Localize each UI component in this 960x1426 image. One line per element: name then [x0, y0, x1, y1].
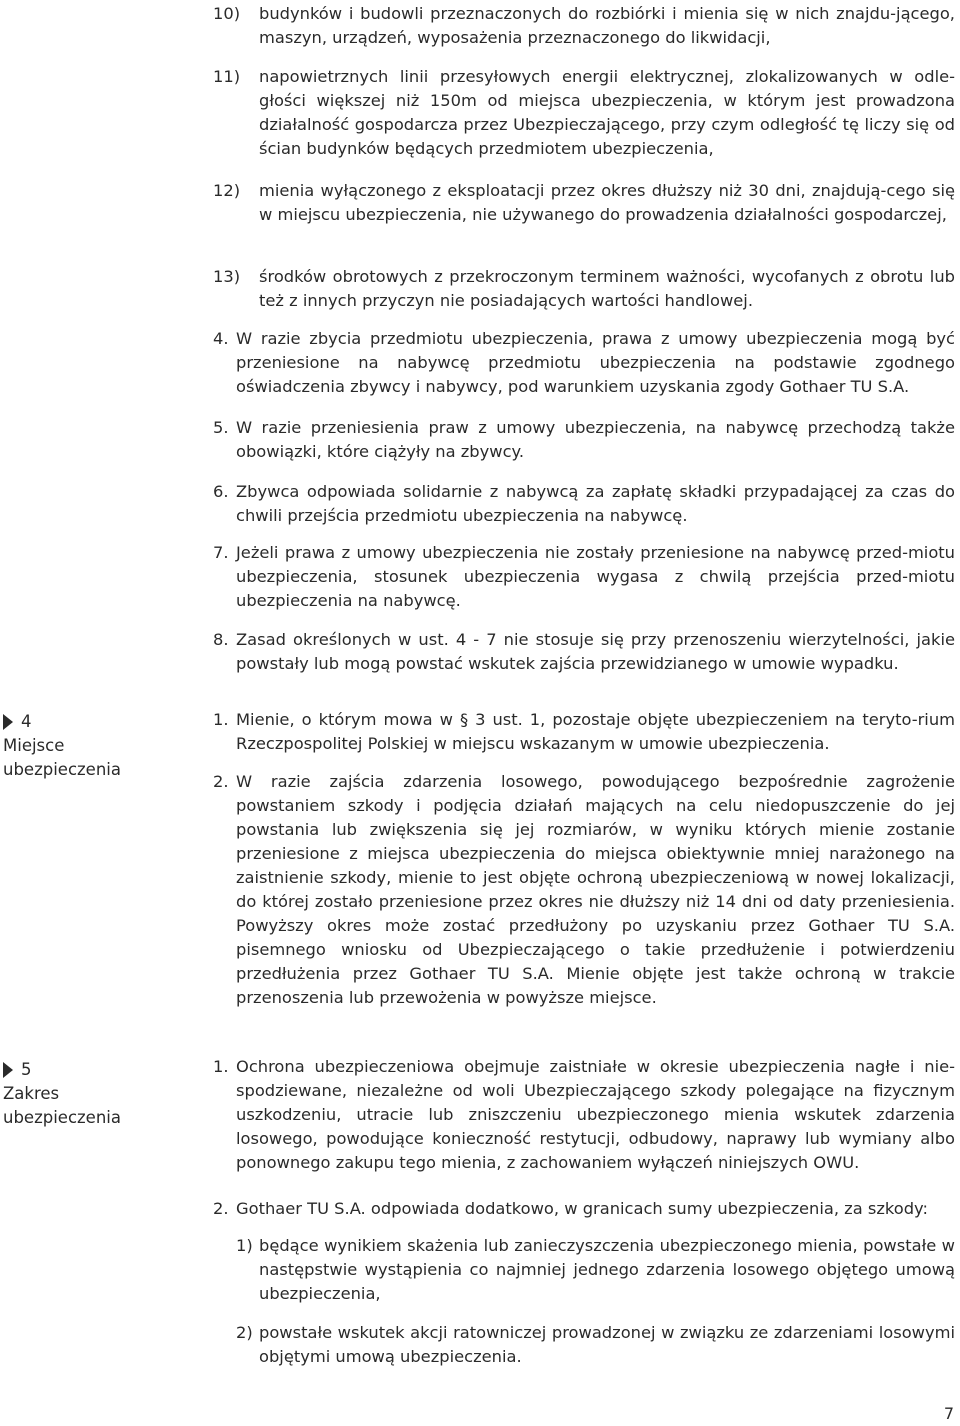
page-number: 7 — [943, 1404, 954, 1423]
section-5-subitem — [213, 1234, 955, 1306]
section-5-number-row — [3, 1058, 163, 1082]
paragraph-point — [213, 541, 955, 613]
point-text: W razie przeniesienia praw z umowy ubezpieczenia, na nabywcę przechodzą także obowiązki, które ciążyły na zbywcy. — [236, 418, 955, 461]
point-number: 8. — [213, 630, 229, 649]
list-item-text: środków obrotowych z przekroczonym terminem ważności, wycofanych z obrotu lub też z innych przyczyn nie posiadających wartości handlowej. — [259, 267, 955, 310]
paragraph-point — [213, 327, 955, 399]
section-4-item — [213, 770, 955, 1010]
section-5-heading — [3, 1058, 163, 1130]
subitem-number: 1) — [236, 1236, 253, 1255]
point-number: 1. — [213, 710, 229, 729]
point-text: Zbywca odpowiada solidarnie z nabywcą za zapłatę składki przypadającej za czas do chwili przejścia przedmiotu ubezpieczenia na nabywcę. — [236, 482, 955, 525]
point-number: 4. — [213, 329, 229, 348]
list-item — [213, 2, 955, 50]
section-marker-icon — [3, 1062, 13, 1078]
point-text: Mienie, o którym mowa w § 3 ust. 1, pozostaje objęte ubezpieczeniem na teryto-rium Rzeczpospolitej Polskiej w miejscu wskazanym w umowie ubezpieczenia. — [236, 710, 955, 753]
point-text: Ochrona ubezpieczeniowa obejmuje zaistniałe w okresie ubezpieczenia nagłe i nie-spodziewane, niezależne od woli Ubezpieczającego szkody polegające na fizycznym uszkodzeniu, utracie lub zniszczeniu ubezpieczonego mienia wskutek zdarzenia losowego, powodujące konieczność restytucji, odbudowy, naprawy lub wymiany albo ponownego zakupu tego mienia, z zachowaniem wyłączeń niniejszych OWU. — [236, 1057, 955, 1172]
section-4-item — [213, 708, 955, 756]
point-number: 5. — [213, 418, 229, 437]
list-item — [213, 179, 955, 227]
list-item-number: 11) — [213, 67, 241, 86]
point-number: 7. — [213, 543, 229, 562]
subitem-text: powstałe wskutek akcji ratowniczej prowadzonej w związku ze zdarzeniami losowymi objętymi umową ubezpieczenia. — [259, 1323, 955, 1366]
section-5-item — [213, 1197, 955, 1221]
point-text: Gothaer TU S.A. odpowiada dodatkowo, w granicach sumy ubezpieczenia, za szkody: — [236, 1199, 928, 1218]
list-item-text: napowietrznych linii przesyłowych energii elektrycznej, zlokalizowanych w odle-głości większej niż 150m od miejsca ubezpieczenia, w którym jest prowadzona działalność gospodarcza przez Ubezpieczającego, przy czym odległość tę liczy się od ścian budynków będących przedmiotem ubezpieczenia, — [259, 67, 955, 158]
point-text: Zasad określonych w ust. 4 - 7 nie stosuje się przy przenoszeniu wierzytelności, jakie powstały lub mogą powstać wskutek zajścia przewidzianego w umowie wypadku. — [236, 630, 955, 673]
section-marker-icon — [3, 714, 13, 730]
list-item-number: 12) — [213, 181, 241, 200]
list-item-number: 10) — [213, 4, 241, 23]
paragraph-point — [213, 480, 955, 528]
paragraph-point — [213, 628, 955, 676]
point-number: 6. — [213, 482, 229, 501]
section-4-heading — [3, 710, 163, 782]
section-5-title-line1: Zakres — [3, 1084, 60, 1103]
section-5-subitem — [213, 1321, 955, 1369]
point-text: W razie zajścia zdarzenia losowego, powodującego bezpośrednie zagrożenie powstaniem szkody i podjęcia działań mających na celu niedopuszczenie do jej powstania lub zwiększenia się jej rozmiarów, w wyniku których mienie zostanie przeniesione z miejsca ubezpieczenia do miejsca obiektywnie mniej narażonego na zaistnienie szkody, mienie to jest objęte ochroną ubezpieczeniową w nowej lokalizacji, do której zostało przeniesione przez okres nie dłuższy niż 14 dni od daty przeniesienia. Powyższy okres może zostać przedłużony po uzyskaniu przez Gothaer TU S.A. pisemnego wniosku od Ubezpieczającego o takie przedłużenie i potwierdzeniu przedłużenia przez Gothaer TU S.A. Mienie objęte jest także ochroną w trakcie przenoszenia lub przewożenia w powyższe miejsce. — [236, 772, 955, 1007]
list-item-text: mienia wyłączonego z eksploatacji przez okres dłuższy niż 30 dni, znajdują-cego się w miejscu ubezpieczenia, nie używanego do prowadzenia działalności gospodarczej, — [259, 181, 955, 224]
section-4-number: 4 — [21, 712, 32, 731]
point-number: 2. — [213, 772, 229, 791]
section-5-title-line2: ubezpieczenia — [3, 1108, 121, 1127]
list-item — [213, 65, 955, 161]
paragraph-point — [213, 416, 955, 464]
list-item — [213, 265, 955, 313]
section-5-item — [213, 1055, 955, 1175]
point-number: 1. — [213, 1057, 229, 1076]
list-item-text: budynków i budowli przeznaczonych do rozbiórki i mienia się w nich znajdu-jącego, maszyn, urządzeń, wyposażenia przeznaczonego do likwidacji, — [259, 4, 955, 47]
list-item-number: 13) — [213, 267, 241, 286]
section-5-number: 5 — [21, 1060, 32, 1079]
subitem-number: 2) — [236, 1323, 253, 1342]
section-4-title-line1: Miejsce — [3, 736, 65, 755]
point-number: 2. — [213, 1199, 229, 1218]
section-4-number-row — [3, 710, 163, 734]
section-4-title-line2: ubezpieczenia — [3, 760, 121, 779]
subitem-text: będące wynikiem skażenia lub zanieczyszczenia ubezpieczonego mienia, powstałe w następstwie wystąpienia co najmniej jednego zdarzenia losowego objętego umową ubezpieczenia, — [259, 1236, 955, 1303]
point-text: Jeżeli prawa z umowy ubezpieczenia nie zostały przeniesione na nabywcę przed-miotu ubezpieczenia, stosunek ubezpieczenia wygasa z chwilą przejścia przed-miotu ubezpieczenia na nabywcę. — [236, 543, 955, 610]
point-text: W razie zbycia przedmiotu ubezpieczenia, prawa z umowy ubezpieczenia mogą być przeniesione na nabywcę przedmiotu ubezpieczenia na podstawie zgodnego oświadczenia zbywcy i nabywcy, pod warunkiem uzyskania zgody Gothaer TU S.A. — [236, 329, 955, 396]
